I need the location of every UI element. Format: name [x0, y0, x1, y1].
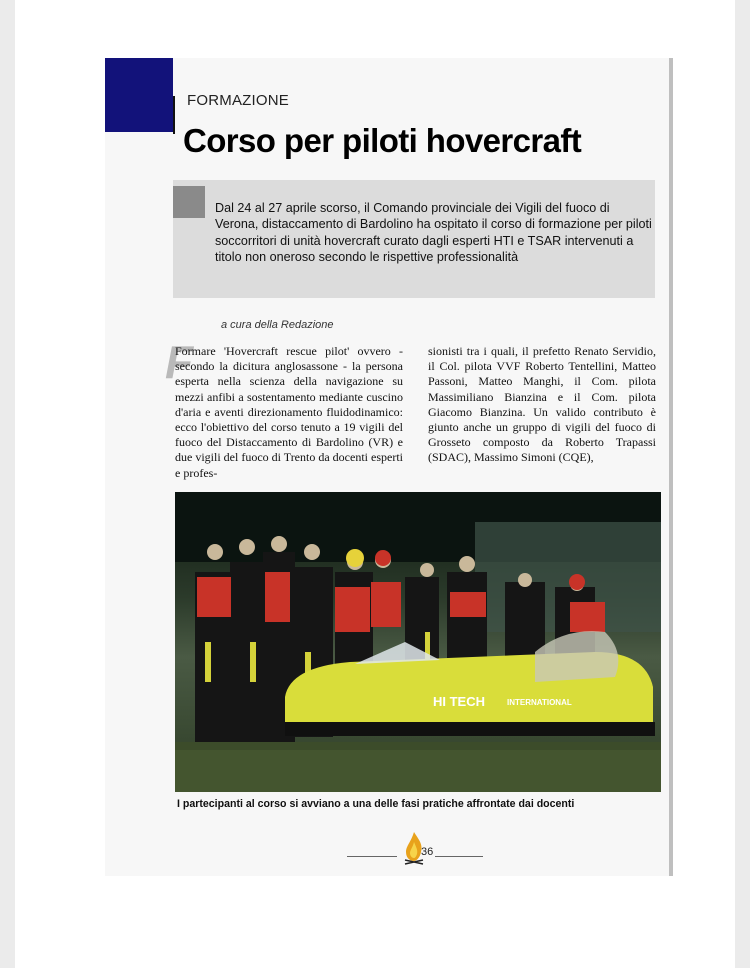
page-edge-shadow	[669, 58, 673, 876]
lead-paragraph: Dal 24 al 27 aprile scorso, il Comando provinciale dei Vigili del fuoco di Verona, distaccamento di Bardolino ha ospitato il corso di formazione per piloti soccorritori di unità hovercraft curato dagli esperti HTI e TSAR intervenuti a titolo non oneroso secondo le rispettive professionalità	[215, 201, 652, 265]
section-label: FORMAZIONE	[187, 92, 289, 109]
article-title: Corso per piloti hovercraft	[183, 122, 582, 159]
page-number: 36	[421, 846, 434, 858]
hull-text-secondary: INTERNATIONAL	[507, 698, 572, 707]
magazine-page	[105, 58, 673, 876]
byline: a cura della Redazione	[221, 319, 334, 331]
section-divider	[173, 96, 175, 134]
article-photo	[175, 492, 661, 792]
section-color-block	[105, 58, 173, 132]
drop-cap: F	[165, 336, 194, 388]
hovercraft-photo-illustration	[175, 492, 661, 792]
body-column-left: Formare 'Hovercraft rescue pilot' ovvero - secondo la dicitura anglosassone - la persona esperta nella scienza della navigazione su mezzi anfibi a sostentamento mediante cuscino d'aria e aventi direzionamento fluidodinamico: ecco l'obiettivo del corso tenuto a 19 vigili del fuoco del Distaccamento di Bardolino (VR) e due vigili del fuoco di Trento da docenti esperti e profes-	[175, 344, 403, 480]
body-column-right: sionisti tra i quali, il prefetto Renato Servidio, il Col. pilota VVF Roberto Tentellini, Matteo Passoni, Matteo Manghi, il Com. pilota Massimiliano Bianzina e il Com. pilota Giacomo Bianzina. Un valido contributo è giunto anche un gruppo di vigili del fuoco di Grosseto composto da Roberto Trapassi (SDAC), Massimo Simoni (CQE),	[428, 344, 656, 465]
footer-rule-left	[347, 856, 397, 857]
lead-square-decoration	[173, 186, 205, 218]
photo-caption: I partecipanti al corso si avviano a una delle fasi pratiche affrontate dai docenti	[177, 798, 575, 810]
document-sheet	[15, 0, 735, 968]
footer-rule-right	[435, 856, 483, 857]
hull-text: HI TECH	[433, 694, 485, 709]
